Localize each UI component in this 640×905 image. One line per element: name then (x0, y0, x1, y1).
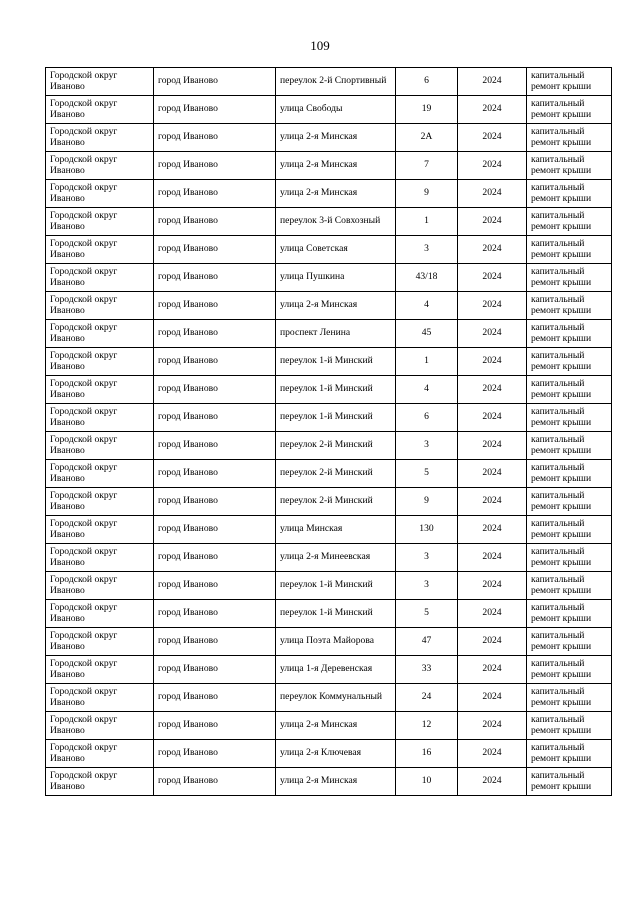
table-row (46, 544, 612, 572)
year-cell: 2024 (458, 516, 527, 544)
city-cell: город Иваново (154, 572, 276, 600)
district-cell: Городской округ Иваново (46, 320, 154, 348)
work-type-cell: капитальный ремонт крыши (527, 264, 612, 292)
city-cell: город Иваново (154, 712, 276, 740)
table-row (46, 516, 612, 544)
district-cell: Городской округ Иваново (46, 292, 154, 320)
table-row (46, 236, 612, 264)
work-type-cell: капитальный ремонт крыши (527, 572, 612, 600)
district-cell: Городской округ Иваново (46, 712, 154, 740)
street-cell: переулок 1-й Минский (276, 376, 396, 404)
work-type-cell: капитальный ремонт крыши (527, 152, 612, 180)
work-type-cell: капитальный ремонт крыши (527, 684, 612, 712)
district-cell: Городской округ Иваново (46, 544, 154, 572)
year-cell: 2024 (458, 68, 527, 96)
table-row (46, 320, 612, 348)
work-type-cell: капитальный ремонт крыши (527, 600, 612, 628)
house-number-cell: 5 (396, 460, 458, 488)
house-number-cell: 6 (396, 404, 458, 432)
table-row (46, 712, 612, 740)
year-cell: 2024 (458, 152, 527, 180)
work-type-cell: капитальный ремонт крыши (527, 712, 612, 740)
house-number-cell: 9 (396, 488, 458, 516)
house-number-cell: 10 (396, 768, 458, 796)
district-cell: Городской округ Иваново (46, 68, 154, 96)
house-number-cell: 4 (396, 292, 458, 320)
house-number-cell: 1 (396, 208, 458, 236)
table-row (46, 264, 612, 292)
district-cell: Городской округ Иваново (46, 600, 154, 628)
street-cell: улица Поэта Майорова (276, 628, 396, 656)
house-number-cell: 3 (396, 572, 458, 600)
table-row (46, 124, 612, 152)
city-cell: город Иваново (154, 460, 276, 488)
year-cell: 2024 (458, 180, 527, 208)
year-cell: 2024 (458, 208, 527, 236)
city-cell: город Иваново (154, 264, 276, 292)
work-type-cell: капитальный ремонт крыши (527, 208, 612, 236)
work-type-cell: капитальный ремонт крыши (527, 404, 612, 432)
house-number-cell: 2А (396, 124, 458, 152)
table-body (46, 68, 612, 796)
house-number-cell: 1 (396, 348, 458, 376)
district-cell: Городской округ Иваново (46, 208, 154, 236)
page-number: 109 (310, 38, 330, 53)
street-cell: переулок 1-й Минский (276, 348, 396, 376)
work-type-cell: капитальный ремонт крыши (527, 124, 612, 152)
district-cell: Городской округ Иваново (46, 124, 154, 152)
city-cell: город Иваново (154, 348, 276, 376)
city-cell: город Иваново (154, 208, 276, 236)
year-cell: 2024 (458, 404, 527, 432)
district-cell: Городской округ Иваново (46, 628, 154, 656)
street-cell: переулок 2-й Спортивный (276, 68, 396, 96)
work-type-cell: капитальный ремонт крыши (527, 180, 612, 208)
street-cell: переулок 2-й Минский (276, 488, 396, 516)
street-cell: улица 2-я Минская (276, 292, 396, 320)
district-cell: Городской округ Иваново (46, 656, 154, 684)
repair-schedule-table (45, 67, 612, 796)
table-row (46, 292, 612, 320)
district-cell: Городской округ Иваново (46, 264, 154, 292)
table-row (46, 572, 612, 600)
year-cell: 2024 (458, 264, 527, 292)
table-row (46, 152, 612, 180)
table-row (46, 684, 612, 712)
table-row (46, 656, 612, 684)
year-cell: 2024 (458, 320, 527, 348)
district-cell: Городской округ Иваново (46, 516, 154, 544)
district-cell: Городской округ Иваново (46, 768, 154, 796)
house-number-cell: 130 (396, 516, 458, 544)
district-cell: Городской округ Иваново (46, 684, 154, 712)
city-cell: город Иваново (154, 516, 276, 544)
work-type-cell: капитальный ремонт крыши (527, 740, 612, 768)
work-type-cell: капитальный ремонт крыши (527, 656, 612, 684)
work-type-cell: капитальный ремонт крыши (527, 628, 612, 656)
work-type-cell: капитальный ремонт крыши (527, 96, 612, 124)
city-cell: город Иваново (154, 600, 276, 628)
house-number-cell: 3 (396, 236, 458, 264)
year-cell: 2024 (458, 768, 527, 796)
house-number-cell: 16 (396, 740, 458, 768)
city-cell: город Иваново (154, 124, 276, 152)
house-number-cell: 3 (396, 544, 458, 572)
year-cell: 2024 (458, 656, 527, 684)
table-row (46, 460, 612, 488)
street-cell: улица 2-я Ключевая (276, 740, 396, 768)
house-number-cell: 24 (396, 684, 458, 712)
year-cell: 2024 (458, 124, 527, 152)
year-cell: 2024 (458, 740, 527, 768)
district-cell: Городской округ Иваново (46, 180, 154, 208)
city-cell: город Иваново (154, 488, 276, 516)
house-number-cell: 9 (396, 180, 458, 208)
table-row (46, 68, 612, 96)
table-row (46, 208, 612, 236)
work-type-cell: капитальный ремонт крыши (527, 348, 612, 376)
city-cell: город Иваново (154, 292, 276, 320)
year-cell: 2024 (458, 236, 527, 264)
street-cell: улица 1-я Деревенская (276, 656, 396, 684)
street-cell: переулок 1-й Минский (276, 404, 396, 432)
city-cell: город Иваново (154, 404, 276, 432)
house-number-cell: 3 (396, 432, 458, 460)
district-cell: Городской округ Иваново (46, 488, 154, 516)
city-cell: город Иваново (154, 628, 276, 656)
work-type-cell: капитальный ремонт крыши (527, 432, 612, 460)
year-cell: 2024 (458, 600, 527, 628)
city-cell: город Иваново (154, 376, 276, 404)
house-number-cell: 7 (396, 152, 458, 180)
house-number-cell: 4 (396, 376, 458, 404)
year-cell: 2024 (458, 376, 527, 404)
work-type-cell: капитальный ремонт крыши (527, 292, 612, 320)
table-row (46, 376, 612, 404)
work-type-cell: капитальный ремонт крыши (527, 376, 612, 404)
city-cell: город Иваново (154, 68, 276, 96)
street-cell: переулок 3-й Совхозный (276, 208, 396, 236)
street-cell: переулок Коммунальный (276, 684, 396, 712)
city-cell: город Иваново (154, 236, 276, 264)
house-number-cell: 45 (396, 320, 458, 348)
street-cell: улица 2-я Минская (276, 712, 396, 740)
district-cell: Городской округ Иваново (46, 740, 154, 768)
house-number-cell: 5 (396, 600, 458, 628)
street-cell: улица 2-я Минская (276, 180, 396, 208)
table-row (46, 628, 612, 656)
district-cell: Городской округ Иваново (46, 404, 154, 432)
work-type-cell: капитальный ремонт крыши (527, 488, 612, 516)
city-cell: город Иваново (154, 656, 276, 684)
district-cell: Городской округ Иваново (46, 572, 154, 600)
year-cell: 2024 (458, 292, 527, 320)
house-number-cell: 33 (396, 656, 458, 684)
district-cell: Городской округ Иваново (46, 432, 154, 460)
city-cell: город Иваново (154, 768, 276, 796)
table-row (46, 180, 612, 208)
table-row (46, 404, 612, 432)
street-cell: улица 2-я Минеевская (276, 544, 396, 572)
house-number-cell: 47 (396, 628, 458, 656)
table-row (46, 348, 612, 376)
work-type-cell: капитальный ремонт крыши (527, 460, 612, 488)
city-cell: город Иваново (154, 152, 276, 180)
street-cell: улица 2-я Минская (276, 152, 396, 180)
year-cell: 2024 (458, 628, 527, 656)
street-cell: улица Советская (276, 236, 396, 264)
street-cell: проспект Ленина (276, 320, 396, 348)
table-row (46, 96, 612, 124)
street-cell: переулок 1-й Минский (276, 600, 396, 628)
city-cell: город Иваново (154, 544, 276, 572)
house-number-cell: 19 (396, 96, 458, 124)
city-cell: город Иваново (154, 432, 276, 460)
table-row (46, 432, 612, 460)
year-cell: 2024 (458, 432, 527, 460)
table-row (46, 488, 612, 516)
street-cell: улица 2-я Минская (276, 768, 396, 796)
work-type-cell: капитальный ремонт крыши (527, 516, 612, 544)
street-cell: улица Свободы (276, 96, 396, 124)
year-cell: 2024 (458, 460, 527, 488)
work-type-cell: капитальный ремонт крыши (527, 320, 612, 348)
city-cell: город Иваново (154, 740, 276, 768)
house-number-cell: 12 (396, 712, 458, 740)
work-type-cell: капитальный ремонт крыши (527, 768, 612, 796)
year-cell: 2024 (458, 488, 527, 516)
street-cell: улица Пушкина (276, 264, 396, 292)
year-cell: 2024 (458, 96, 527, 124)
district-cell: Городской округ Иваново (46, 376, 154, 404)
street-cell: переулок 2-й Минский (276, 460, 396, 488)
year-cell: 2024 (458, 572, 527, 600)
work-type-cell: капитальный ремонт крыши (527, 68, 612, 96)
work-type-cell: капитальный ремонт крыши (527, 544, 612, 572)
district-cell: Городской округ Иваново (46, 96, 154, 124)
year-cell: 2024 (458, 684, 527, 712)
city-cell: город Иваново (154, 320, 276, 348)
house-number-cell: 6 (396, 68, 458, 96)
year-cell: 2024 (458, 348, 527, 376)
district-cell: Городской округ Иваново (46, 348, 154, 376)
table-row (46, 600, 612, 628)
house-number-cell: 43/18 (396, 264, 458, 292)
street-cell: улица Минская (276, 516, 396, 544)
year-cell: 2024 (458, 544, 527, 572)
district-cell: Городской округ Иваново (46, 152, 154, 180)
street-cell: переулок 1-й Минский (276, 572, 396, 600)
city-cell: город Иваново (154, 180, 276, 208)
district-cell: Городской округ Иваново (46, 236, 154, 264)
district-cell: Городской округ Иваново (46, 460, 154, 488)
street-cell: улица 2-я Минская (276, 124, 396, 152)
street-cell: переулок 2-й Минский (276, 432, 396, 460)
table-row (46, 740, 612, 768)
year-cell: 2024 (458, 712, 527, 740)
work-type-cell: капитальный ремонт крыши (527, 236, 612, 264)
table-row (46, 768, 612, 796)
city-cell: город Иваново (154, 96, 276, 124)
city-cell: город Иваново (154, 684, 276, 712)
